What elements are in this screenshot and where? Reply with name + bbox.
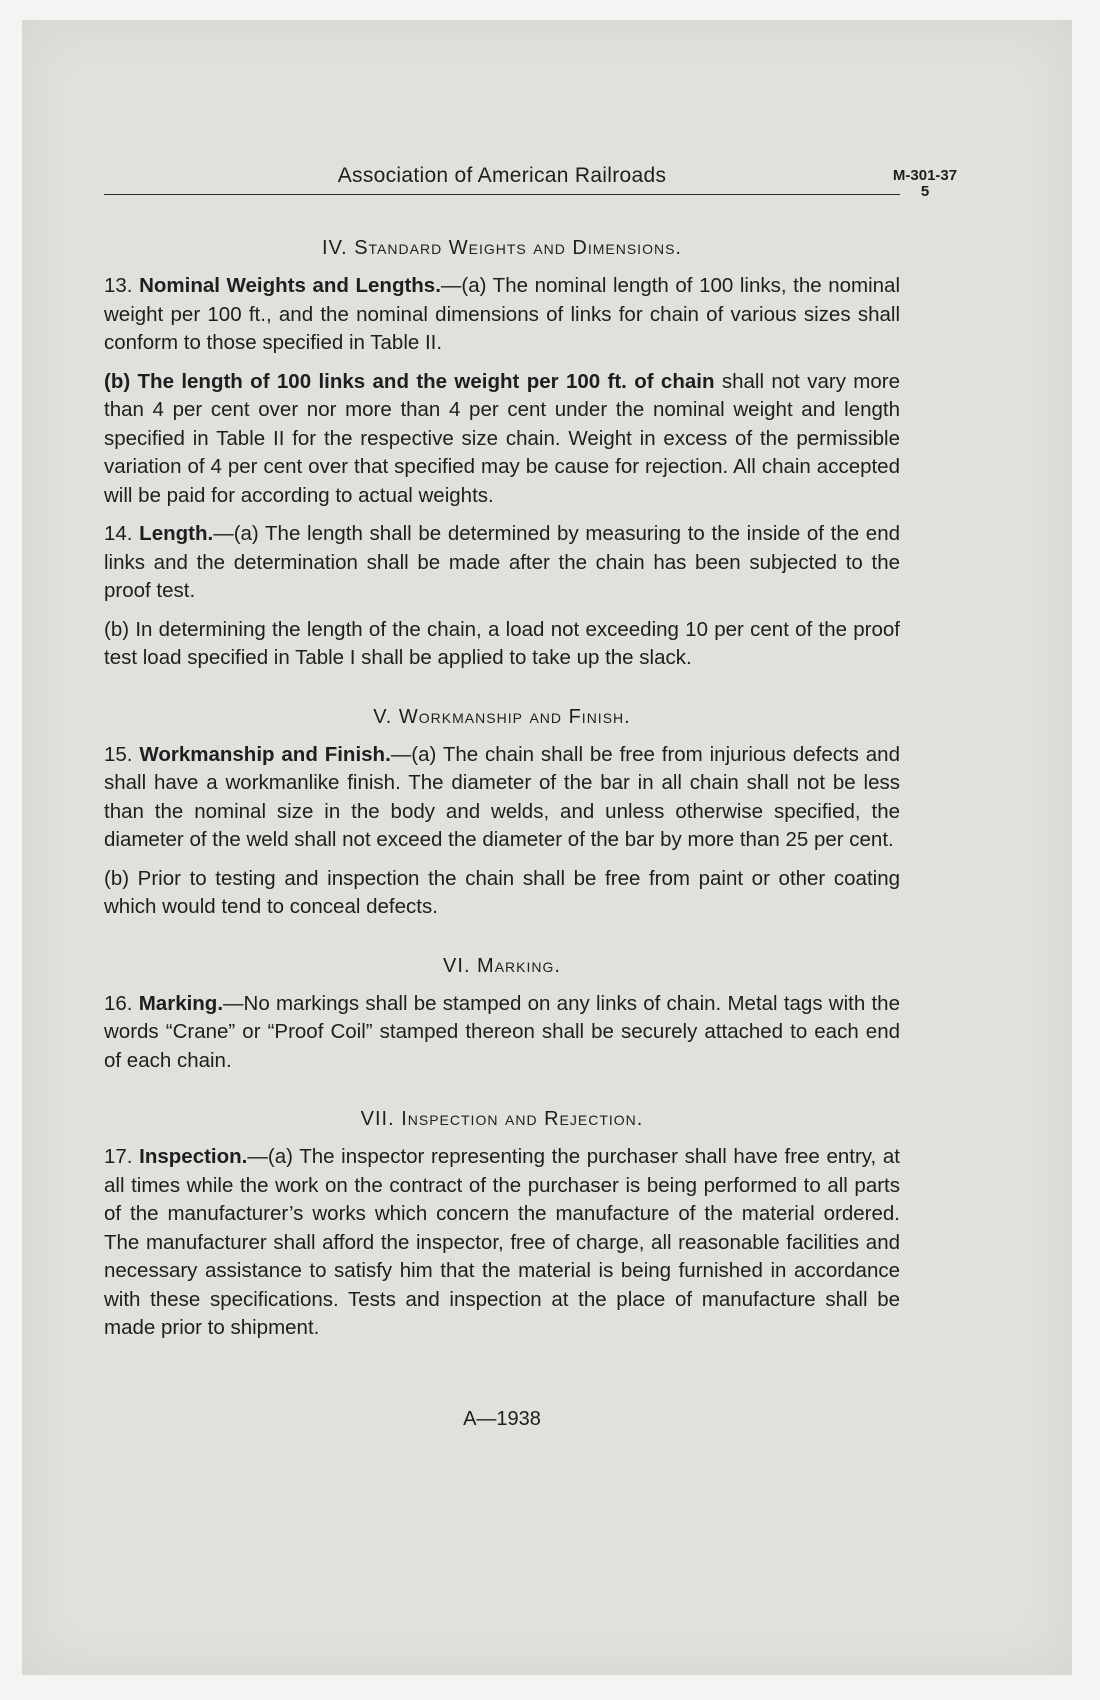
page-header <box>104 164 900 195</box>
section-heading-v: V. Workmanship and Finish. <box>373 705 631 728</box>
paragraph-13-number: 13. <box>104 274 133 297</box>
section-heading-vii: VII. Inspection and Rejection. <box>360 1108 644 1130</box>
paragraph-14b: (b) In determining the length of the chain, a load not exceeding 10 per cent of the proof test load specified in Table I shall be applied to take up the slack. <box>104 617 900 669</box>
document-code <box>880 168 970 200</box>
paragraph-16 <box>104 990 900 1076</box>
paragraph-14-title: Length. <box>139 522 214 545</box>
paragraph-13a-text: —(a) The nominal length of 100 links, the nominal weight per 100 ft., and the nominal dimensions of links for chain of various sizes shall conform to those specified in Table II. <box>104 274 901 354</box>
page-footer: A—1938 <box>463 1408 541 1430</box>
page-body <box>104 234 900 1343</box>
paragraph-15a-text: —(a) The chain shall be free from injurious defects and shall have a workmanlike finish. The diameter of the bar in all chain shall not be less than the nominal size in the body and welds, and unless otherwise specified, the diameter of the weld shall not exceed the diameter of the bar by more than 25 per cent. <box>104 742 900 851</box>
paragraph-16-title: Marking. <box>138 991 224 1015</box>
paragraph-15-title: Workmanship and Finish. <box>139 742 391 766</box>
paragraph-17-number: 17. <box>104 1145 133 1168</box>
paragraph-13b <box>104 368 900 511</box>
section-heading-vi: VI. Marking. <box>443 954 561 977</box>
paragraph-13-title: Nominal Weights and Lengths. <box>139 274 441 297</box>
paragraph-13a <box>104 272 900 358</box>
paragraph-16-text: —No markings shall be stamped on any links of chain. Metal tags with the words “Crane” or “Proof Coil” stamped thereon shall be securely attached to each end of each chain. <box>104 991 900 1072</box>
paragraph-13b-lead: (b) The length of 100 links and the weight per 100 ft. of chain <box>104 369 715 393</box>
paragraph-13b-text: shall not vary more than 4 per cent over nor more than 4 per cent under the nominal weight and length specified in Table II for the respective size chain. Weight in excess of the permissible variation of 4 per cent over that specified may be cause for rejection. All chain accepted will be paid for according to actual weights. <box>104 369 901 507</box>
paragraph-14a <box>104 520 900 606</box>
paragraph-17a <box>104 1143 900 1343</box>
code-line-1: M-301-37 <box>892 167 958 184</box>
section-heading-iv: IV. Standard Weights and Dimensions. <box>322 237 682 259</box>
paragraph-17a-text: —(a) The inspector representing the purchaser shall have free entry, at all times while the work on the contract of the purchaser is being performed to all parts of the manufacturer’s works which concern the manufacture of the material ordered. The manufacturer shall afford the inspector, free of charge, all reasonable facilities and necessary assistance to satisfy him that the material is being furnished in accordance with these specifications. Tests and inspection at the place of manufacture shall be made prior to shipment. <box>104 1145 900 1339</box>
code-line-2: 5 <box>920 183 930 200</box>
paragraph-15b: (b) Prior to testing and inspection the chain shall be free from paint or other coating which would tend to conceal defects. <box>104 866 900 918</box>
paragraph-14a-text: —(a) The length shall be determined by measuring to the inside of the end links and the determination shall be made after the chain has been subjected to the proof test. <box>104 522 901 602</box>
paragraph-17-title: Inspection. <box>139 1145 248 1168</box>
paragraph-16-number: 16. <box>104 991 133 1015</box>
paragraph-15-number: 15. <box>104 742 133 766</box>
paragraph-14-number: 14. <box>104 522 133 545</box>
paragraph-15a <box>104 741 900 855</box>
header-title: Association of American Railroads <box>337 164 667 187</box>
